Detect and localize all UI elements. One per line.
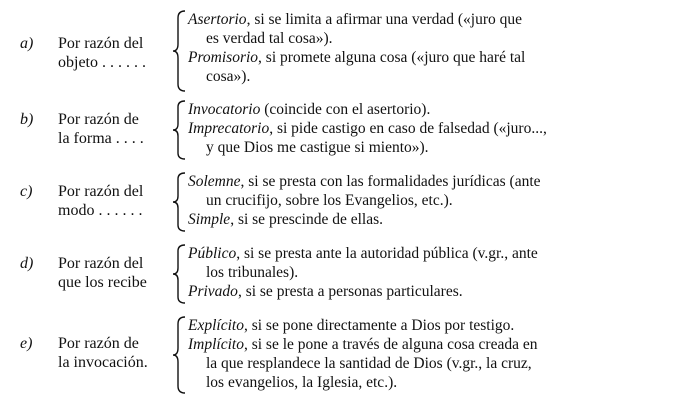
item-text: , si se presta con las formalidades jurídicas (ante bbox=[240, 173, 541, 190]
item-text: cosa»). bbox=[206, 68, 251, 85]
item-text: , si se presta ante la autoridad pública (v.gr., ante bbox=[236, 245, 538, 262]
label-line: la forma . . . . bbox=[58, 130, 144, 147]
section-items bbox=[188, 316, 682, 392]
item-text: , si se pone directamente a Dios por testigo. bbox=[243, 317, 515, 334]
section-letter: a) bbox=[20, 35, 34, 52]
item-text: los evangelios, la Iglesia, etc.). bbox=[206, 374, 398, 391]
item-term: Promisorio bbox=[188, 49, 259, 66]
item-text: , si se le pone a través de alguna cosa creada en bbox=[243, 336, 538, 353]
label-line: objeto . . . . . . bbox=[58, 54, 146, 71]
item-term: Imprecatorio bbox=[188, 120, 270, 137]
list-item bbox=[188, 210, 682, 229]
section-items bbox=[188, 244, 682, 301]
list-item bbox=[188, 100, 682, 119]
brace-icon bbox=[172, 172, 186, 232]
item-term: Asertorio bbox=[188, 11, 247, 28]
section-label bbox=[58, 110, 174, 148]
item-term: Simple bbox=[188, 211, 231, 228]
list-item bbox=[188, 172, 682, 210]
item-text: es verdad tal cosa»). bbox=[206, 30, 333, 47]
list-item bbox=[188, 244, 682, 282]
item-term: Implícito bbox=[188, 336, 244, 353]
label-line: que los recibe bbox=[58, 274, 147, 291]
list-item bbox=[188, 335, 682, 392]
section-items bbox=[188, 100, 682, 157]
section-label bbox=[58, 254, 174, 292]
item-text: la que resplandece la santidad de Dios (v.gr., la cruz, bbox=[206, 355, 532, 372]
item-term: Solemne bbox=[188, 173, 241, 190]
section-letter: d) bbox=[20, 255, 34, 272]
list-item bbox=[188, 282, 682, 301]
section-letter: e) bbox=[20, 335, 33, 352]
item-text: (coincide con el asertorio). bbox=[260, 101, 431, 118]
label-line: Por razón del bbox=[58, 255, 144, 272]
section-letter: b) bbox=[20, 111, 34, 128]
brace-icon bbox=[172, 244, 186, 304]
list-item bbox=[188, 316, 682, 335]
label-line: modo . . . . . . bbox=[58, 202, 143, 219]
list-item bbox=[188, 10, 682, 48]
item-text: , si se presta a personas particulares. bbox=[237, 283, 463, 300]
section-items bbox=[188, 10, 682, 86]
item-text: , si pide castigo en caso de falsedad («juro..., bbox=[269, 120, 547, 137]
item-text: , si se prescinde de ellas. bbox=[230, 211, 383, 228]
section-label bbox=[58, 34, 174, 72]
item-term: Invocatorio bbox=[188, 101, 261, 118]
brace-icon bbox=[172, 100, 186, 160]
label-line: Por razón de bbox=[58, 111, 139, 128]
brace-icon bbox=[172, 316, 186, 394]
section-label bbox=[58, 182, 174, 220]
label-line: la invocación. bbox=[58, 354, 148, 371]
item-text: los tribunales). bbox=[206, 264, 299, 281]
list-item bbox=[188, 48, 682, 86]
label-line: Por razón del bbox=[58, 183, 144, 200]
brace-icon bbox=[172, 10, 186, 92]
item-term: Explícito bbox=[188, 317, 244, 334]
item-text: y que Dios me castigue si miento»). bbox=[206, 139, 429, 156]
section-items bbox=[188, 172, 682, 229]
item-text: , si se limita a afirmar una verdad («juro que bbox=[246, 11, 523, 28]
label-line: Por razón del bbox=[58, 35, 144, 52]
label-line: Por razón de bbox=[58, 335, 139, 352]
item-text: un crucifijo, sobre los Evangelios, etc.). bbox=[206, 192, 453, 209]
item-term: Público bbox=[188, 245, 237, 262]
item-text: , si promete alguna cosa («juro que haré tal bbox=[258, 49, 526, 66]
section-label bbox=[58, 334, 174, 372]
section-letter: c) bbox=[20, 183, 33, 200]
item-term: Privado bbox=[188, 283, 238, 300]
list-item bbox=[188, 119, 682, 157]
